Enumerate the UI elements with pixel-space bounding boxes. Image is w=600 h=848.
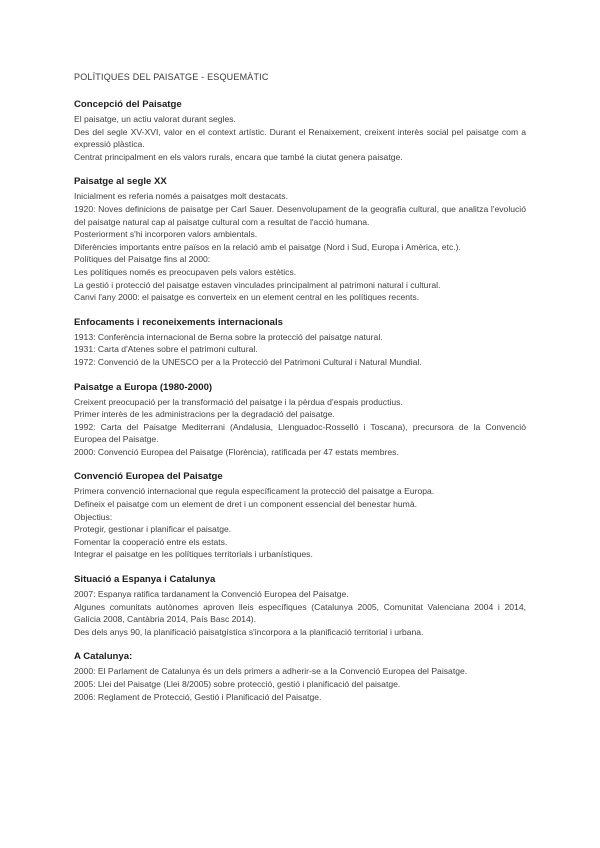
text-line: Des dels anys 90, la planificació paisatgística s'incorpora a la planificació territorial i urbana. (74, 626, 424, 637)
section (74, 382, 526, 459)
text-line: 1920: Noves definicions de paisatge per Carl Sauer. Desenvolupament de la geografia cultural, que analitza l'evolució del paisatge natural cap al paisatge cultural com a resultat de l'acció humana. (74, 203, 526, 227)
text-line: Diferències importants entre països en la relació amb el paisatge (Nord i Sud, Europa i Amèrica, etc.). (74, 241, 461, 252)
text-line: Integrar el paisatge en les polítiques territorials i urbanístiques. (74, 549, 313, 560)
section (74, 651, 526, 703)
section (74, 317, 526, 369)
section (74, 574, 526, 638)
text-line: 2000: Convenció Europea del Paisatge (Florència), ratificada per 47 estats membres. (74, 446, 399, 457)
text-line: Creixent preocupació per la transformació del paisatge i la pèrdua d'espais productius. (74, 396, 403, 407)
text-line: Primer interès de les administracions per la degradació del paisatge. (74, 409, 335, 420)
text-line: Centrat principalment en els valors rurals, encara que també la ciutat genera paisatge. (74, 151, 403, 162)
text-line: 2005: Llei del Paisatge (Llei 8/2005) sobre protecció, gestió i planificació del paisatge. (74, 679, 401, 689)
text-line: 1931: Carta d'Atenes sobre el patrimoni cultural. (74, 344, 258, 355)
text-line: 1992: Carta del Paisatge Mediterrani (Andalusia, Llenguadoc-Rosselló i Toscana), precursora de la Convenció Europea del Paisatge. (74, 421, 526, 445)
text-line: Inicialment es referia només a paisatges molt destacats. (74, 191, 288, 202)
text-line: Posteriorment s'hi incorporen valors ambientals. (74, 229, 258, 240)
text-line: El paisatge, un actiu valorat durant segles. (74, 114, 236, 124)
section-heading: Paisatge al segle XX (74, 176, 167, 188)
text-line: Fomentar la cooperació entre els estats. (74, 536, 228, 547)
section-heading: Paisatge a Europa (1980-2000) (74, 381, 213, 393)
text-line: 1972: Convenció de la UNESCO per a la Protecció del Patrimoni Cultural i Natural Mundial. (74, 356, 422, 367)
section-heading: Concepció del Paisatge (74, 99, 182, 110)
section-heading: A Catalunya: (74, 651, 133, 663)
text-line: Defineix el paisatge com un element de dret i un component essencial del benestar humà. (74, 499, 417, 510)
text-line: 2006: Reglament de Protecció, Gestió i Planificació del Paisatge. (74, 691, 322, 702)
document-title: POLÍTIQUES DEL PAISATGE - ESQUEMÀTIC (74, 72, 269, 82)
sections-container (74, 99, 526, 703)
text-line: Objectius: (74, 511, 113, 522)
text-line: Protegir, gestionar i planificar el paisatge. (74, 524, 232, 535)
text-line: Algunes comunitats autònomes aproven lleis específiques (Catalunya 2005, Comunitat Valenciana 2004 i 2014, Galícia 2008, Cantàbria 2014, País Basc 2014). (74, 601, 526, 625)
section-heading: Enfocaments i reconeixements internacionals (74, 316, 284, 328)
text-line: 1913: Conferència internacional de Berna sobre la protecció del paisatge natural. (74, 331, 383, 342)
text-line: Canvi l'any 2000: el paisatge es converteix en un element central en les polítiques recents. (74, 292, 420, 303)
section (74, 471, 526, 561)
text-line: Les polítiques només es preocupaven pels valors estètics. (74, 266, 297, 277)
section (74, 176, 526, 303)
text-line: Des del segle XV-XVI, valor en el context artístic. Durant el Renaixement, creixent interès social pel paisatge com a expressió plàstica. (74, 126, 526, 150)
text-line: 2000: El Parlament de Catalunya és un dels primers a adherir-se a la Convenció Europea del Paisatge. (74, 666, 468, 677)
section-heading: Situació a Espanya i Catalunya (74, 574, 216, 586)
section-heading: Convenció Europea del Paisatge (74, 471, 223, 483)
text-line: Primera convenció internacional que regula específicament la protecció del paisatge a Europa. (74, 486, 435, 497)
text-line: Polítiques del Paisatge fins al 2000: (74, 254, 211, 265)
section (74, 99, 526, 163)
text-line: 2007: Espanya ratifica tardanament la Convenció Europea del Paisatge. (74, 589, 349, 600)
text-line: La gestió i protecció del paisatge estaven vinculades principalment al patrimoni natural i cultural. (74, 279, 441, 290)
